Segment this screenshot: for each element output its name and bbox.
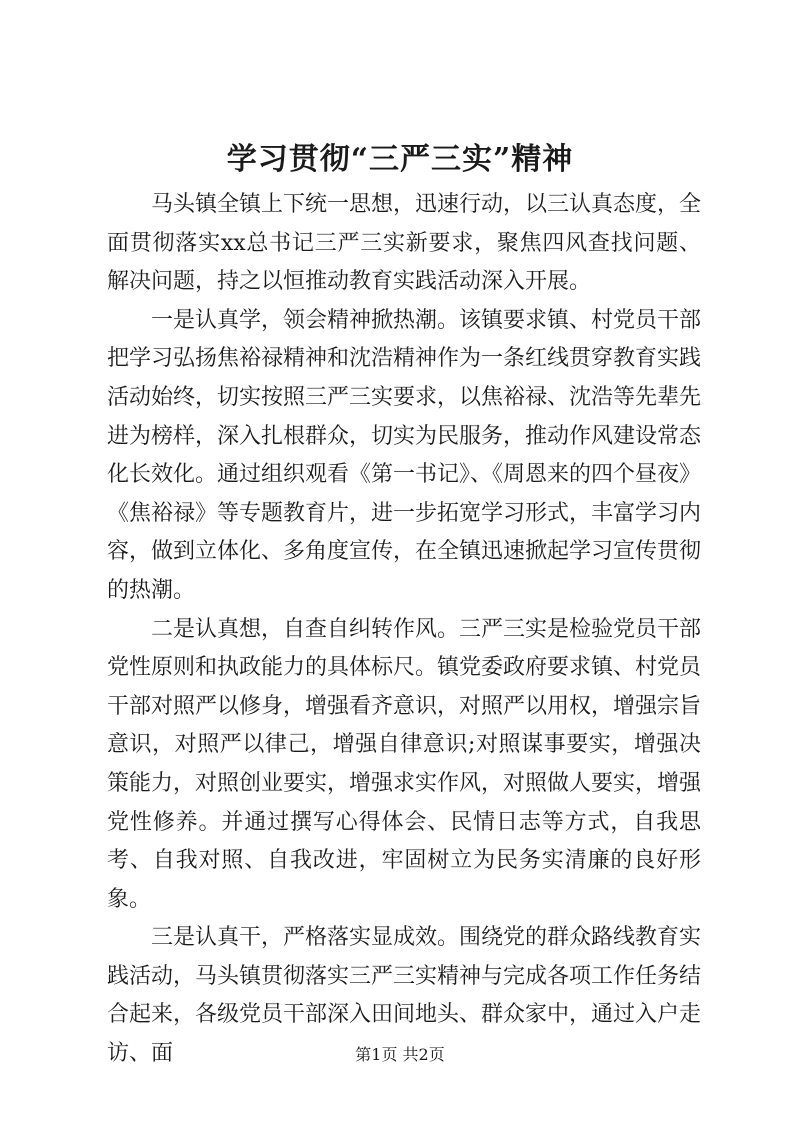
page-number-footer: 第1页 共2页 (355, 1045, 445, 1064)
paragraph: 三是认真干，严格落实显成效。围绕党的群众路线教育实践活动，马头镇贯彻落实三严三实精神与完成各项工作任务结合起来，各级党员干部深入田间地头、群众家中，通过入户走访、面 (107, 925, 702, 1067)
paragraph: 一是认真学，领会精神掀热潮。该镇要求镇、村党员干部把学习弘扬焦裕禄精神和沈浩精神作为一条红线贯穿教育实践活动始终，切实按照三严三实要求，以焦裕禄、沈浩等先辈先进为榜样，深入扎根群众，切实为民服务，推动作风建设常态化长效化。通过组织观看《第一书记》、《周恩来的四个昼夜》《焦裕禄》等专题教育片，进一步拓宽学习形式，丰富学习内容，做到立体化、多角度宣传，在全镇迅速掀起学习宣传贯彻的热潮。 (107, 307, 702, 603)
document-body (107, 186, 701, 1074)
document-title: 学习贯彻“三严三实”精神 (226, 142, 574, 177)
paragraph: 二是认真想，自查自纠转作风。三严三实是检验党员干部党性原则和执政能力的具体标尺。镇党委政府要求镇、村党员干部对照严以修身，增强看齐意识，对照严以用权，增强宗旨意识，对照严以律己，增强自律意识;对照谋事要实，增强决策能力，对照创业要实，增强求实作风，对照做人要实，增强党性修养。并通过撰写心得体会、民情日志等方式，自我思考、自我对照、自我改进，牢固树立为民务实清廉的良好形象。 (107, 616, 702, 912)
paragraph: 马头镇全镇上下统一思想，迅速行动，以三认真态度，全面贯彻落实xx总书记三严三实新要求，聚焦四风查找问题、解决问题，持之以恒推动教育实践活动深入开展。 (107, 192, 702, 295)
